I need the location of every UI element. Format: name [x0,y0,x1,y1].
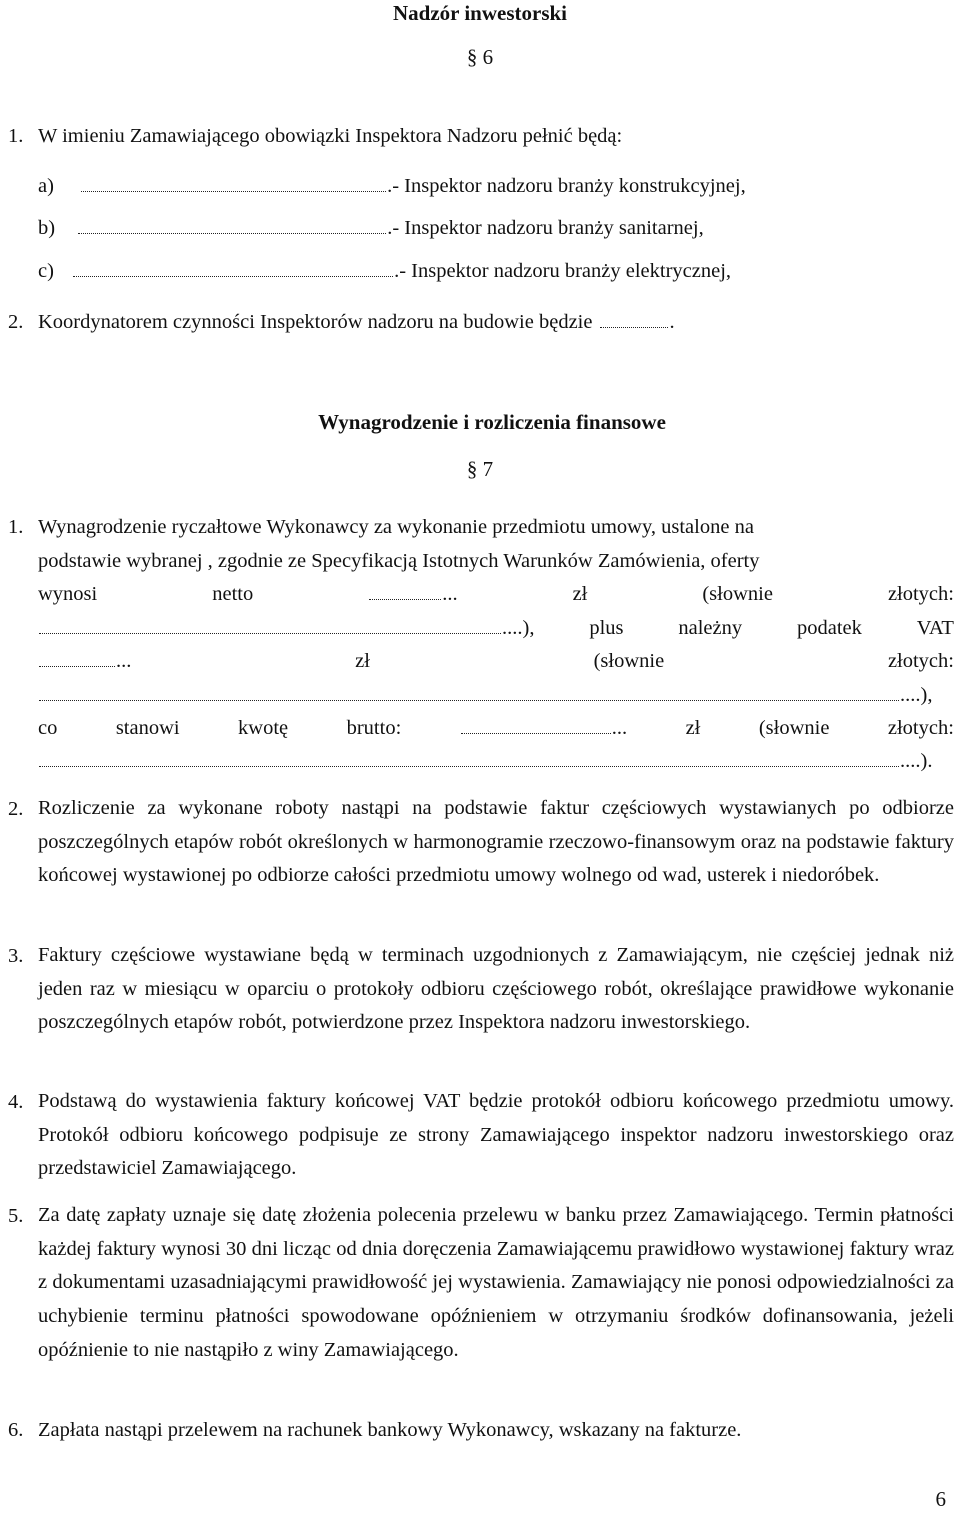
word: VAT [916,617,954,639]
word [38,615,534,641]
word: (słownie [593,650,665,672]
item-number: 2. [8,311,24,333]
sub-item-text: .- Inspektor nadzoru branży konstrukcyjnej, [387,175,746,197]
word: wynosi [38,583,98,605]
coordinator-text: Koordynatorem czynności Inspektorów nadzoru na budowie będzie [38,311,593,333]
blank-fill-line [81,175,386,192]
word: (słownie [758,717,830,739]
paragraph-text [38,1085,954,1186]
paragraph-sign-6: § 6 [466,45,494,69]
text-line-content: podstawie wybranej , zgodnie ze Specyfikacją Istotnych Warunków Zamówienia, oferty [38,550,760,572]
item-text: W imieniu Zamawiającego obowiązki Inspektora Nadzoru pełnić będą: [38,125,623,147]
word: co [38,717,58,739]
text-line [38,615,954,641]
item-number: 3. [8,945,24,967]
word [460,715,627,741]
word: stanowi [115,717,180,739]
text-line [38,648,954,674]
text-line [38,548,954,574]
text-line [38,715,954,741]
sub-item-c [38,258,731,284]
word [38,682,932,708]
word: zł [572,583,588,605]
item-text [38,309,675,335]
paragraph-content: Faktury częściowe wystawiane będą w terminach uzgodnionych z Zamawiającym, nie częściej jednak niż jeden raz w miesiącu w oparciu o protokoły odbioru częściowego robót, określające prawidłowe wykonanie poszczególnych etapów robót, potwierdzone przez Inspektora nadzoru inwestorskiego. [38,944,954,1034]
word: plus [589,617,624,639]
dots: ....), [502,617,535,639]
page-number: 6 [935,1487,946,1511]
paragraph-text [38,1199,954,1368]
text-line [38,682,954,708]
sub-item-a [38,173,746,199]
blank-fill-line [39,752,899,767]
sub-item-text: .- Inspektor nadzoru branży sanitarnej, [387,217,704,239]
word: złotych: [887,717,954,739]
dots: ... [611,717,628,739]
word: zł [685,717,701,739]
sub-item-label: b) [38,217,56,239]
dots: ....). [900,750,933,772]
paragraph-sign-7: § 7 [466,457,494,481]
paragraph-text: Zapłata nastąpi przelewem na rachunek bankowy Wykonawcy, wskazany na fakturze. [38,1419,742,1441]
text-line-content: Wynagrodzenie ryczałtowe Wykonawcy za wykonanie przedmiotu umowy, ustalone na [38,516,754,538]
sub-item-text: .- Inspektor nadzoru branży elektrycznej, [394,260,732,282]
word: złotych: [887,650,954,672]
sub-item-b [38,215,704,241]
word: kwotę [238,717,289,739]
word: zł [355,650,370,672]
word: złotych: [887,583,954,605]
word: (słownie [702,583,773,605]
text-line [38,514,954,540]
word [38,648,131,674]
word [38,748,932,774]
item-end: . [669,311,675,333]
item-number: 6. [8,1419,24,1441]
sub-item-label: a) [38,175,54,197]
blank-fill-line [39,619,501,634]
paragraph-content: Rozliczenie za wykonane roboty nastąpi na podstawie faktur częściowych wystawianych po odbiorze poszczególnych etapów robót określonych w harmonogramie rzeczowo-finansowym oraz na podstawie faktury końcowej wystawionej po odbiorze całości przedmiotu umowy wolnego od wad, usterek i niedoróbek. [38,797,954,887]
item-number: 1. [8,125,24,147]
item-number: 5. [8,1205,24,1227]
paragraph-content: Za datę zapłaty uznaje się datę złożenia polecenia przelewu w banku przez Zamawiającego. Termin płatności każdej faktury wynosi 30 dni licząc od dnia doręczenia Zamawiającemu prawidłowo wystawionej faktury wraz z dokumentami uzasadniającymi prawidłowość jej wystawienia. Zamawiający nie ponosi odpowiedzialności za uchybienie terminu płatności spowodowane opóźnieniem w otrzymaniu środków dofinansowania, jeżeli opóźnienie to nie nastąpiło z winy Zamawiającego. [38,1204,954,1361]
item-number: 1. [8,516,24,538]
paragraph-text [38,792,954,893]
sub-item-label: c) [38,260,54,282]
word: brutto: [346,717,402,739]
item-number: 4. [8,1091,24,1113]
word: podatek [796,617,862,639]
section-title-nadzor: Nadzór inwestorski [392,1,568,25]
blank-fill-line [73,260,393,277]
blank-fill-line [600,311,668,328]
text-line [38,581,954,607]
dots: ....), [900,684,933,706]
item-number: 2. [8,798,24,820]
text-line [38,748,954,774]
blank-fill-line [369,585,441,600]
dots: ... [116,650,132,672]
section-title-wynagrodzenie: Wynagrodzenie i rozliczenia finansowe [318,410,666,434]
blank-fill-line [78,217,386,234]
blank-fill-line [461,719,611,734]
blank-fill-line [39,686,899,701]
paragraph-content: Podstawą do wystawienia faktury końcowej VAT będzie protokół odbioru końcowego przedmiotu umowy. Protokół odbioru końcowego podpisuje ze strony Zamawiającego inspektor nadzoru inwestorskiego oraz przedstawiciel Zamawiającego. [38,1090,954,1180]
word [368,581,457,607]
blank-fill-line [39,652,115,667]
word: należny [678,617,743,639]
word: netto [212,583,254,605]
paragraph-text [38,939,954,1040]
dots: ... [442,583,458,605]
